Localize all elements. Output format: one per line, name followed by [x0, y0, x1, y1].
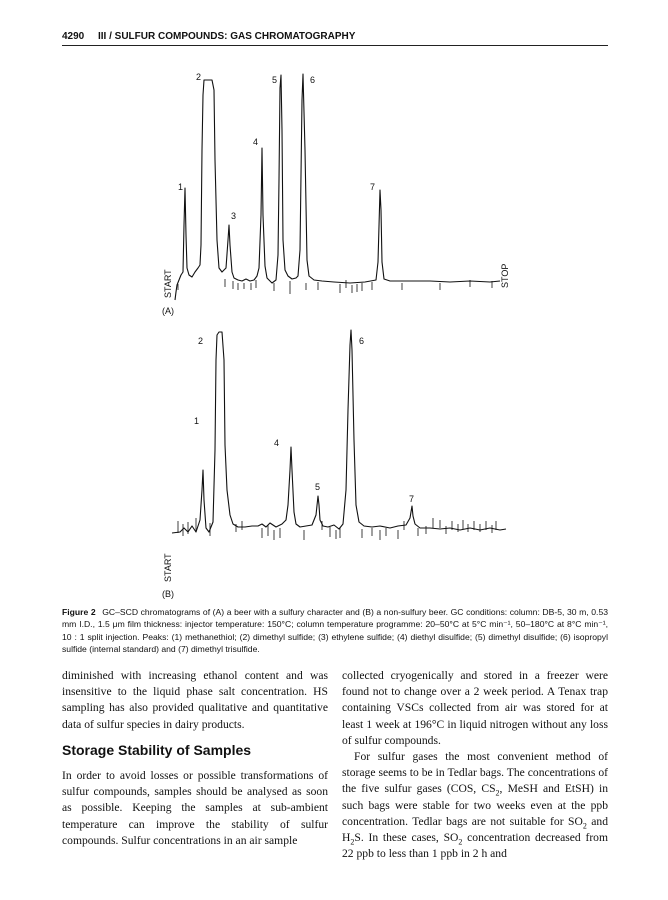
- peak-label: 3: [231, 211, 237, 221]
- peak-label: 2: [198, 336, 204, 346]
- start-label: START: [163, 553, 173, 582]
- peak-label: 6: [310, 75, 316, 85]
- subscript: 2: [495, 788, 500, 798]
- peak-label: 7: [370, 182, 376, 192]
- peak-label: 1: [178, 182, 184, 192]
- peak-label: 1: [194, 416, 200, 426]
- chromatogram-a: [0, 60, 668, 322]
- paragraph: In order to avoid losses or possible transformations of sulfur compounds, samples should be analysed as soon as possible. Keeping the samples at sub-ambient temperature can improve the stability of sulfur compounds. Sulfur concentrations in an air sample: [62, 769, 328, 847]
- start-label: START: [163, 269, 173, 298]
- caption-text: GC–SCD chromatograms of (A) a beer with a sulfury character and (B) a non-sulfury beer. GC conditions: column: DB-5, 30 m, 0.53 mm I.D., 1.5 μm film thickness: injector temperature: 150°C; column temperature programme: 20–50°C at 5°C min⁻¹, 50–180°C at 8°C min⁻¹, 10 : 1 split injection. Peaks: (1) methanethiol; (2) dimethyl sulfide; (3) ethylene sulfide; (4) diethyl disulfide; (5) dimethyl disulfide; (6) isopropyl sulfide (internal standard) and (7) dimethyl trisulfide.: [62, 607, 608, 655]
- text-run: concentration decreased from 22 ppb to less than 1 ppb in 2 h and: [342, 831, 608, 861]
- peak-label: 6: [359, 336, 365, 346]
- peak-label: 4: [274, 438, 280, 448]
- text-run: S. In these cases, SO: [354, 831, 459, 845]
- text-run: For sulfur gases the most convenient method of storage seems to be in Tedlar bags. The concentrations of the five sulfur gases (COS, CS: [342, 750, 608, 796]
- paragraph: [342, 749, 608, 862]
- left-column: [62, 668, 328, 733]
- running-header: [62, 31, 608, 45]
- panel-label: (A): [162, 306, 174, 316]
- subscript: 2: [458, 837, 463, 847]
- panel-label: (B): [162, 589, 174, 599]
- running-title: III / SULFUR COMPOUNDS: GAS CHROMATOGRAPHY: [98, 31, 356, 42]
- peak-label: 4: [253, 137, 259, 147]
- paragraph: collected cryogenically and stored in a freezer were found not to change over a 2 week period. A Tenax trap containing VSCs collected from air was stored for at least 1 week at 196°C in liquid nitrogen without any loss of sulfur compounds.: [342, 669, 608, 747]
- trace-b: [172, 330, 506, 533]
- peak-label: 2: [196, 72, 202, 82]
- page-number: 4290: [62, 31, 85, 42]
- chromatogram-b: [0, 322, 668, 602]
- subscript: 2: [582, 821, 587, 831]
- left-column-lower: [62, 768, 328, 849]
- trace-a: [175, 74, 500, 300]
- ticks-b: [178, 518, 496, 540]
- figure-caption: [62, 606, 608, 656]
- figure-label: Figure 2: [62, 607, 96, 617]
- peak-label: 7: [409, 494, 415, 504]
- right-column: [342, 668, 608, 862]
- section-heading: Storage Stability of Samples: [62, 742, 252, 758]
- subscript: 2: [350, 837, 355, 847]
- stop-label: STOP: [500, 263, 510, 288]
- peak-label: 5: [272, 75, 278, 85]
- paragraph: diminished with increasing ethanol content and was insensitive to the liquid phase salt concentration. HS sampling has also provided qualitative and quantitative data of sulfur species in dairy products.: [62, 669, 328, 731]
- peak-label: 5: [315, 482, 321, 492]
- header-rule: [62, 45, 608, 46]
- text-run: , MeSH and EtSH) in such bags were stable for two weeks even at the ppb concentration. Tedlar bags are not suitable for SO: [342, 782, 608, 828]
- text-run: and H: [342, 814, 608, 845]
